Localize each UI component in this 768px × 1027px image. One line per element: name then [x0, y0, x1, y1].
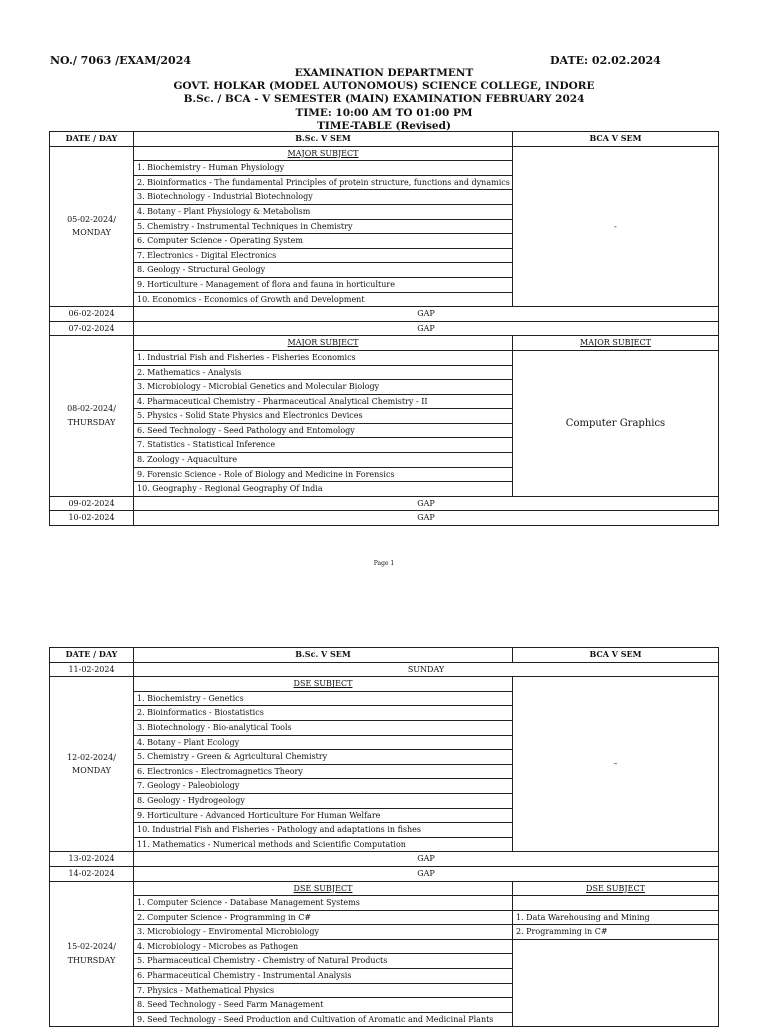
- subject-item: 4. Botany - Plant Ecology: [134, 735, 513, 750]
- subject-item: 5. Chemistry - Green & Agricultural Chemistry: [134, 750, 513, 765]
- day-label: THURSDAY: [67, 955, 116, 965]
- subject-item: 4. Botany - Plant Physiology & Metabolism: [134, 204, 513, 219]
- column-header-bca: BCA V SEM: [513, 648, 719, 663]
- bca-cell: -: [513, 146, 719, 307]
- subject-item: 7. Statistics - Statistical Inference: [134, 438, 513, 453]
- sunday-cell: SUNDAY: [134, 662, 719, 677]
- table-row: [50, 350, 719, 365]
- subject-item: 8. Geology - Hydrogeology: [134, 793, 513, 808]
- subject-item: 9. Horticulture - Advanced Horticulture For Human Welfare: [134, 808, 513, 823]
- gap-row: [50, 866, 719, 881]
- subject-item: 2. Bioinformatics - Biostatistics: [134, 706, 513, 721]
- subject-item: 6. Computer Science - Operating System: [134, 234, 513, 249]
- subject-item: 8. Geology - Structural Geology: [134, 263, 513, 278]
- table-header-row: [50, 132, 719, 147]
- column-header-date: DATE / DAY: [50, 132, 134, 147]
- page-number: Page 1: [373, 560, 395, 567]
- date-cell: 09-02-2024: [50, 496, 134, 511]
- gap-cell: GAP: [134, 496, 719, 511]
- timetable-page-1: [49, 131, 719, 526]
- subject-item: 10. Industrial Fish and Fisheries - Pathology and adaptations in fishes: [134, 823, 513, 838]
- bca-cell: –: [513, 677, 719, 852]
- document-title: [0, 67, 768, 133]
- column-header-bsc: B.Sc. V SEM: [134, 648, 513, 663]
- subject-item: 3. Biotechnology - Bio-analytical Tools: [134, 720, 513, 735]
- subject-item: 1. Biochemistry - Genetics: [134, 691, 513, 706]
- table-row: [50, 881, 719, 896]
- gap-cell: GAP: [134, 866, 719, 881]
- gap-cell: GAP: [134, 321, 719, 336]
- subject-item: 9. Forensic Science - Role of Biology and Medicine in Forensics: [134, 467, 513, 482]
- date-cell: 14-02-2024: [50, 866, 134, 881]
- table-row: [50, 939, 719, 954]
- subject-item: 1. Computer Science - Database Management Systems: [134, 896, 513, 911]
- subject-item: 4. Pharmaceutical Chemistry - Pharmaceutical Analytical Chemistry - II: [134, 394, 513, 409]
- gap-row: [50, 511, 719, 526]
- gap-row: [50, 307, 719, 322]
- subject-item: 1. Industrial Fish and Fisheries - Fisheries Economics: [134, 350, 513, 365]
- date-label: 05-02-2024/: [67, 214, 116, 224]
- subject-item: 7. Physics - Mathematical Physics: [134, 983, 513, 998]
- table-row: [50, 336, 719, 351]
- sunday-row: [50, 662, 719, 677]
- table-row: [50, 146, 719, 161]
- subject-heading: DSE SUBJECT: [134, 881, 513, 896]
- column-header-bsc: B.Sc. V SEM: [134, 132, 513, 147]
- subject-item: 3. Microbiology - Microbial Genetics and Molecular Biology: [134, 380, 513, 395]
- date-cell: [50, 146, 134, 307]
- subject-heading: DSE SUBJECT: [134, 677, 513, 692]
- bca-empty-cell: [513, 939, 719, 1027]
- table-row: [50, 910, 719, 925]
- bca-subject-heading: MAJOR SUBJECT: [513, 336, 719, 351]
- day-label: THURSDAY: [67, 418, 116, 428]
- subject-item: 2. Bioinformatics - The fundamental Principles of protein structure, functions and dynamics: [134, 175, 513, 190]
- gap-cell: GAP: [134, 307, 719, 322]
- gap-cell: GAP: [134, 852, 719, 867]
- date-cell: 06-02-2024: [50, 307, 134, 322]
- subject-item: 6. Electronics - Electromagnetics Theory: [134, 764, 513, 779]
- date-label: 08-02-2024/: [67, 404, 116, 414]
- subject-item: 7. Geology - Paleobiology: [134, 779, 513, 794]
- subject-heading: MAJOR SUBJECT: [134, 336, 513, 351]
- subject-item: 8. Seed Technology - Seed Farm Management: [134, 998, 513, 1013]
- subject-item: 2. Mathematics - Analysis: [134, 365, 513, 380]
- table-header-row: [50, 648, 719, 663]
- bca-cell: Computer Graphics: [513, 350, 719, 496]
- title-line: GOVT. HOLKAR (MODEL AUTONOMOUS) SCIENCE COLLEGE, INDORE: [173, 80, 595, 93]
- table-row: [50, 677, 719, 692]
- subject-item: 4. Microbiology - Microbes as Pathogen: [134, 939, 513, 954]
- date-cell: 07-02-2024: [50, 321, 134, 336]
- title-line: B.Sc. / BCA - V SEMESTER (MAIN) EXAMINATION FEBRUARY 2024: [183, 93, 585, 106]
- gap-row: [50, 321, 719, 336]
- reference-number: NO./ 7063 /EXAM/2024: [50, 54, 192, 67]
- gap-row: [50, 852, 719, 867]
- subject-item: 6. Pharmaceutical Chemistry - Instrumental Analysis: [134, 969, 513, 984]
- subject-item: 9. Horticulture - Management of flora and fauna in horticulture: [134, 277, 513, 292]
- date-cell: [50, 336, 134, 497]
- table-row: [50, 925, 719, 940]
- title-line: EXAMINATION DEPARTMENT: [294, 67, 474, 79]
- subject-item: 2. Computer Science - Programming in C#: [134, 910, 513, 925]
- subject-item: 8. Zoology - Aquaculture: [134, 453, 513, 468]
- day-label: MONDAY: [72, 766, 111, 776]
- subject-item: 5. Chemistry - Instrumental Techniques in Chemistry: [134, 219, 513, 234]
- subject-item: 9. Seed Technology - Seed Production and Cultivation of Aromatic and Medicinal Plants: [134, 1012, 513, 1027]
- bca-subject-heading: DSE SUBJECT: [513, 881, 719, 896]
- date-label: 12-02-2024/: [67, 752, 116, 762]
- subject-item: 11. Mathematics - Numerical methods and Scientific Computation: [134, 837, 513, 852]
- subject-item: 7. Electronics - Digital Electronics: [134, 248, 513, 263]
- date-cell: [50, 677, 134, 852]
- subject-item: 1. Biochemistry - Human Physiology: [134, 161, 513, 176]
- issue-date: DATE: 02.02.2024: [550, 54, 661, 67]
- bca-subject-item: 2. Programming in C#: [513, 925, 719, 940]
- timetable-page-2: [49, 647, 719, 1027]
- gap-row: [50, 496, 719, 511]
- title-line: TIME: 10:00 AM TO 01:00 PM: [295, 106, 473, 119]
- date-cell: [50, 881, 134, 1027]
- column-header-bca: BCA V SEM: [513, 132, 719, 147]
- date-cell: 13-02-2024: [50, 852, 134, 867]
- column-header-date: DATE / DAY: [50, 648, 134, 663]
- subject-item: 6. Seed Technology - Seed Pathology and Entomology: [134, 423, 513, 438]
- subject-item: 3. Biotechnology - Industrial Biotechnology: [134, 190, 513, 205]
- table-row: [50, 896, 719, 911]
- date-label: 15-02-2024/: [67, 942, 116, 952]
- date-cell: 11-02-2024: [50, 662, 134, 677]
- date-cell: 10-02-2024: [50, 511, 134, 526]
- subject-item: 10. Economics - Economics of Growth and Development: [134, 292, 513, 307]
- subject-item: 5. Physics - Solid State Physics and Electronics Devices: [134, 409, 513, 424]
- gap-cell: GAP: [134, 511, 719, 526]
- bca-empty-cell: [513, 896, 719, 911]
- subject-item: 3. Microbiology - Enviromental Microbiology: [134, 925, 513, 940]
- bca-subject-item: 1. Data Warehousing and Mining: [513, 910, 719, 925]
- subject-item: 10. Geography - Regional Geography Of India: [134, 482, 513, 497]
- day-label: MONDAY: [72, 228, 111, 238]
- subject-heading: MAJOR SUBJECT: [134, 146, 513, 161]
- subject-item: 5. Pharmaceutical Chemistry - Chemistry of Natural Products: [134, 954, 513, 969]
- title-subtitle: TIME-TABLE (Revised): [317, 119, 451, 132]
